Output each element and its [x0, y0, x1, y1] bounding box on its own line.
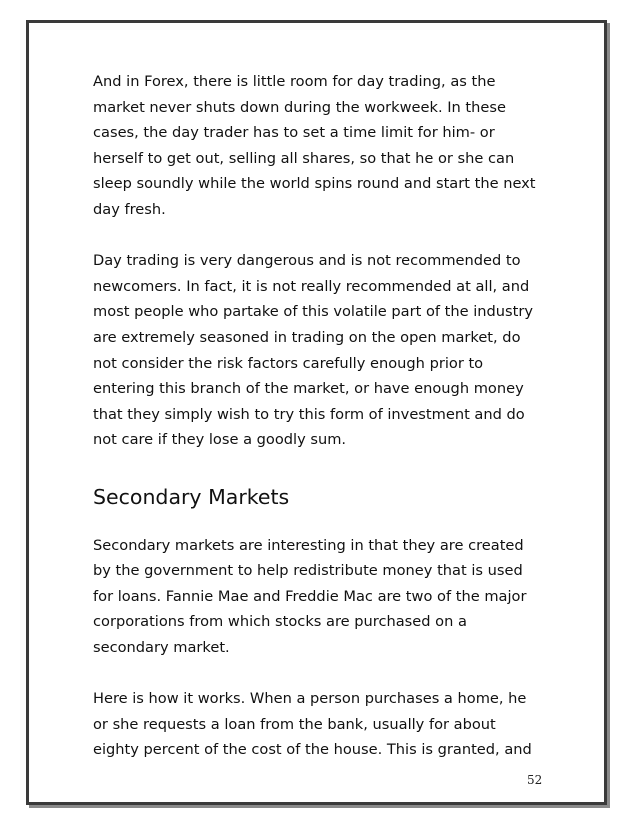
text-line: market never shuts down during the workweek. In these — [93, 98, 506, 116]
paragraph-gap — [93, 223, 543, 249]
text-line: And in Forex, there is little room for day trading, as the — [93, 73, 496, 90]
paragraph-gap — [93, 660, 543, 686]
page-content — [93, 69, 543, 763]
text-line: are extremely seasoned in trading on the open market, do — [93, 328, 521, 346]
text-line: corporations from which stocks are purchased on a — [93, 613, 467, 631]
paragraph-day-trading-danger — [93, 248, 543, 453]
section-heading: Secondary Markets — [93, 484, 290, 509]
text-line: cases, the day trader has to set a time limit for him- or — [93, 124, 495, 142]
text-line: for loans. Fannie Mae and Freddie Mac are two of the major — [93, 587, 527, 605]
text-line: entering this branch of the market, or have enough money — [93, 380, 524, 398]
text-line: or she requests a loan from the bank, usually for about — [93, 715, 496, 733]
text-line: not care if they lose a goodly sum. — [93, 431, 347, 449]
text-line: day fresh. — [93, 200, 166, 218]
paragraph-secondary-markets — [93, 533, 543, 661]
text-line: Here is how it works. When a person purchases a home, he — [93, 690, 527, 708]
text-line: that they simply wish to try this form of investment and do — [93, 405, 525, 423]
text-line: not consider the risk factors carefully enough prior to — [93, 354, 484, 372]
text-line: secondary market. — [93, 638, 230, 656]
paragraph-gap — [93, 453, 543, 479]
text-line: sleep soundly while the world spins round and start the next — [93, 175, 536, 193]
paragraph-forex-day-trading — [93, 69, 543, 223]
text-line: eighty percent of the cost of the house. This is granted, and — [93, 741, 532, 759]
text-line: newcomers. In fact, it is not really recommended at all, and — [93, 277, 530, 295]
text-line: Day trading is very dangerous and is not recommended to — [93, 252, 521, 270]
page-number: 52 — [527, 773, 543, 787]
paragraph-how-it-works — [93, 686, 543, 763]
text-line: most people who partake of this volatile part of the industry — [93, 303, 534, 321]
text-line: herself to get out, selling all shares, so that he or she can — [93, 149, 515, 167]
text-line: by the government to help redistribute money that is used — [93, 562, 523, 580]
text-line: Secondary markets are interesting in that they are created — [93, 536, 524, 554]
